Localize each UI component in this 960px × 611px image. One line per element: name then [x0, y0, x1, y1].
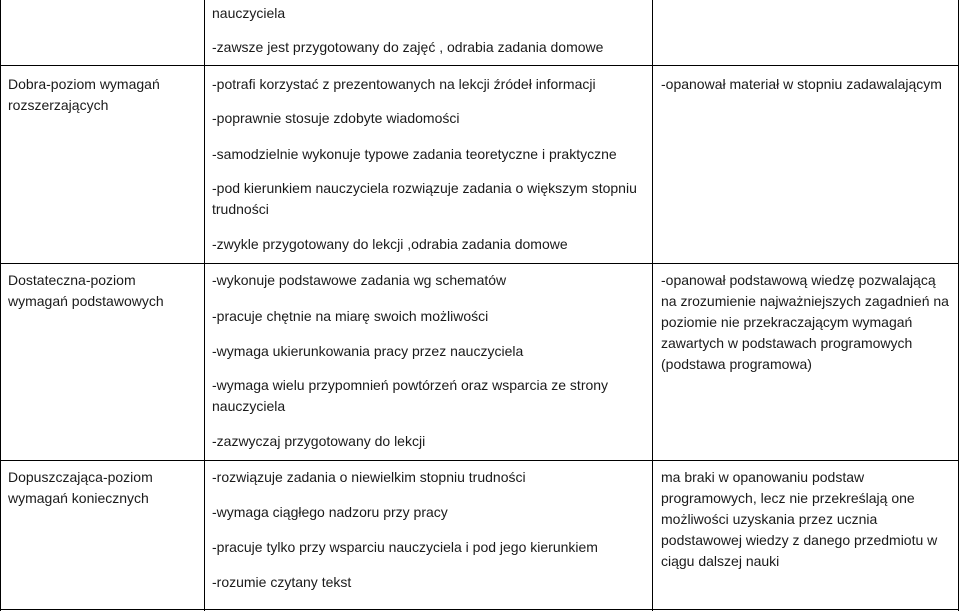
table-row-border	[0, 609, 959, 610]
criteria-item: -poprawnie stosuje zdobyte wiadomości	[212, 110, 460, 126]
criteria-item: -pracuje tylko przy wsparciu nauczyciela i pod jego kierunkiem	[212, 539, 598, 555]
criteria-item: -rozwiązuje zadania o niewielkim stopniu trudności	[212, 469, 526, 485]
table-border-col1	[204, 0, 205, 611]
table-row-border	[0, 460, 959, 461]
grade-cell: -opanował materiał w stopniu zadawalającym	[661, 76, 942, 92]
grade-cell: ma braki w opanowaniu podstaw programowych, lecz nie przekreślają one możliwości uzyskania przez ucznia podstawowej wiedzy z danego przedmiotu w ciągu dalszej nauki	[661, 469, 938, 569]
level-cell: Dostateczna-poziom wymagań podstawowych	[8, 272, 164, 309]
criteria-item: -pod kierunkiem nauczyciela rozwiązuje zadania o większym stopniu trudności	[212, 180, 637, 217]
level-cell: Dopuszczająca-poziom wymagań koniecznych	[8, 469, 153, 506]
table-border-col2	[652, 0, 653, 611]
level-cell: Dobra-poziom wymagań rozszerzających	[8, 76, 160, 113]
criteria-item: -wymaga wielu przypomnień powtórzeń oraz wsparcia ze strony nauczyciela	[212, 377, 609, 414]
criteria-item: nauczyciela	[212, 5, 286, 21]
table-row-border	[0, 263, 959, 264]
grade-cell: -opanował podstawową wiedzę pozwalającą na zrozumienie najważniejszych zagadnień na poziomie nie przekraczającym wymagań zawartych w podstawach programowych (podstawa programowa)	[661, 272, 949, 372]
criteria-item: -wykonuje podstawowe zadania wg schematów	[212, 272, 507, 288]
criteria-item: -potrafi korzystać z prezentowanych na lekcji źródeł informacji	[212, 76, 596, 92]
criteria-item: -zazwyczaj przygotowany do lekcji	[212, 433, 426, 449]
table-row-border	[0, 65, 959, 66]
criteria-item: -zawsze jest przygotowany do zajęć , odrabia zadania domowe	[212, 39, 604, 55]
criteria-item: -samodzielnie wykonuje typowe zadania teoretyczne i praktyczne	[212, 146, 617, 162]
table-border-right	[958, 0, 959, 611]
criteria-item: -pracuje chętnie na miarę swoich możliwości	[212, 308, 489, 324]
criteria-item: -wymaga ciągłego nadzoru przy pracy	[212, 504, 448, 520]
criteria-item: -wymaga ukierunkowania pracy przez nauczyciela	[212, 343, 524, 359]
criteria-item: -zwykle przygotowany do lekcji ,odrabia zadania domowe	[212, 236, 568, 252]
criteria-item: -rozumie czytany tekst	[212, 574, 352, 590]
table-border-left	[0, 0, 1, 611]
